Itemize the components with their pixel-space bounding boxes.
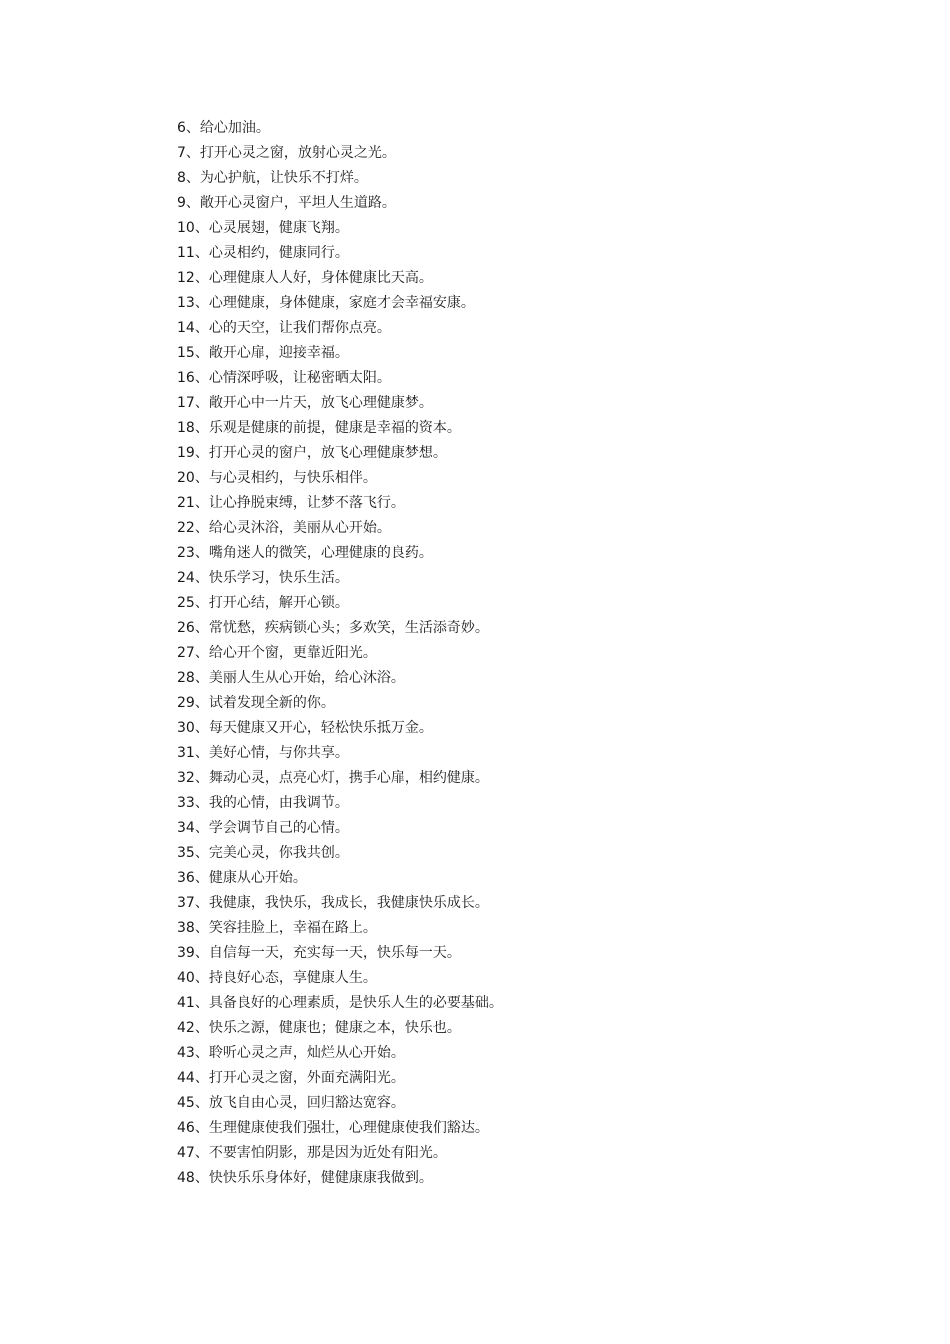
slogan-line: 30、每天健康又开心，轻松快乐抵万金。 [177,720,433,736]
slogan-line: 9、敞开心灵窗户，平坦人生道路。 [177,195,396,211]
slogan-line: 42、快乐之源，健康也；健康之本，快乐也。 [177,1020,461,1036]
slogan-line: 40、持良好心态，享健康人生。 [177,970,377,986]
slogan-line: 10、心灵展翅，健康飞翔。 [177,220,349,236]
slogan-line: 27、给心开个窗，更靠近阳光。 [177,645,377,661]
slogan-line: 43、聆听心灵之声，灿烂从心开始。 [177,1045,405,1061]
slogan-line: 23、嘴角迷人的微笑，心理健康的良药。 [177,545,433,561]
slogan-line: 8、为心护航，让快乐不打烊。 [177,170,368,186]
slogan-line: 34、学会调节自己的心情。 [177,820,349,836]
slogan-line: 39、自信每一天，充实每一天，快乐每一天。 [177,945,461,961]
slogan-line: 18、乐观是健康的前提，健康是幸福的资本。 [177,420,461,436]
slogan-line: 6、给心加油。 [177,120,270,136]
slogan-line: 25、打开心结，解开心锁。 [177,595,349,611]
slogan-line: 44、打开心灵之窗，外面充满阳光。 [177,1070,405,1086]
slogan-line: 26、常忧愁，疾病锁心头；多欢笑，生活添奇妙。 [177,620,489,636]
slogan-line: 32、舞动心灵，点亮心灯，携手心扉，相约健康。 [177,770,489,786]
slogan-line: 7、打开心灵之窗，放射心灵之光。 [177,145,396,161]
slogan-line: 21、让心挣脱束缚，让梦不落飞行。 [177,495,405,511]
slogan-line: 17、敞开心中一片天，放飞心理健康梦。 [177,395,433,411]
slogan-line: 38、笑容挂脸上，幸福在路上。 [177,920,377,936]
slogan-line: 12、心理健康人人好，身体健康比天高。 [177,270,433,286]
slogan-line: 28、美丽人生从心开始，给心沐浴。 [177,670,405,686]
slogan-line: 13、心理健康，身体健康，家庭才会幸福安康。 [177,295,475,311]
slogan-line: 20、与心灵相约，与快乐相伴。 [177,470,377,486]
slogan-line: 16、心情深呼吸，让秘密晒太阳。 [177,370,391,386]
slogan-line: 36、健康从心开始。 [177,870,307,886]
slogan-line: 24、快乐学习，快乐生活。 [177,570,349,586]
slogan-line: 48、快快乐乐身体好，健健康康我做到。 [177,1170,433,1186]
slogan-line: 14、心的天空，让我们帮你点亮。 [177,320,391,336]
slogan-line: 19、打开心灵的窗户，放飞心理健康梦想。 [177,445,447,461]
slogan-line: 46、生理健康使我们强壮，心理健康使我们豁达。 [177,1120,489,1136]
slogan-line: 41、具备良好的心理素质，是快乐人生的必要基础。 [177,995,503,1011]
slogan-line: 15、敞开心扉，迎接幸福。 [177,345,349,361]
slogan-line: 37、我健康，我快乐，我成长，我健康快乐成长。 [177,895,489,911]
slogan-list [177,116,877,1191]
slogan-line: 11、心灵相约，健康同行。 [177,245,349,261]
slogan-line: 33、我的心情，由我调节。 [177,795,349,811]
slogan-line: 45、放飞自由心灵，回归豁达宽容。 [177,1095,405,1111]
slogan-line: 35、完美心灵，你我共创。 [177,845,349,861]
slogan-line: 29、试着发现全新的你。 [177,695,335,711]
slogan-line: 22、给心灵沐浴，美丽从心开始。 [177,520,391,536]
slogan-line: 47、不要害怕阴影，那是因为近处有阳光。 [177,1145,447,1161]
slogan-line: 31、美好心情，与你共享。 [177,745,349,761]
